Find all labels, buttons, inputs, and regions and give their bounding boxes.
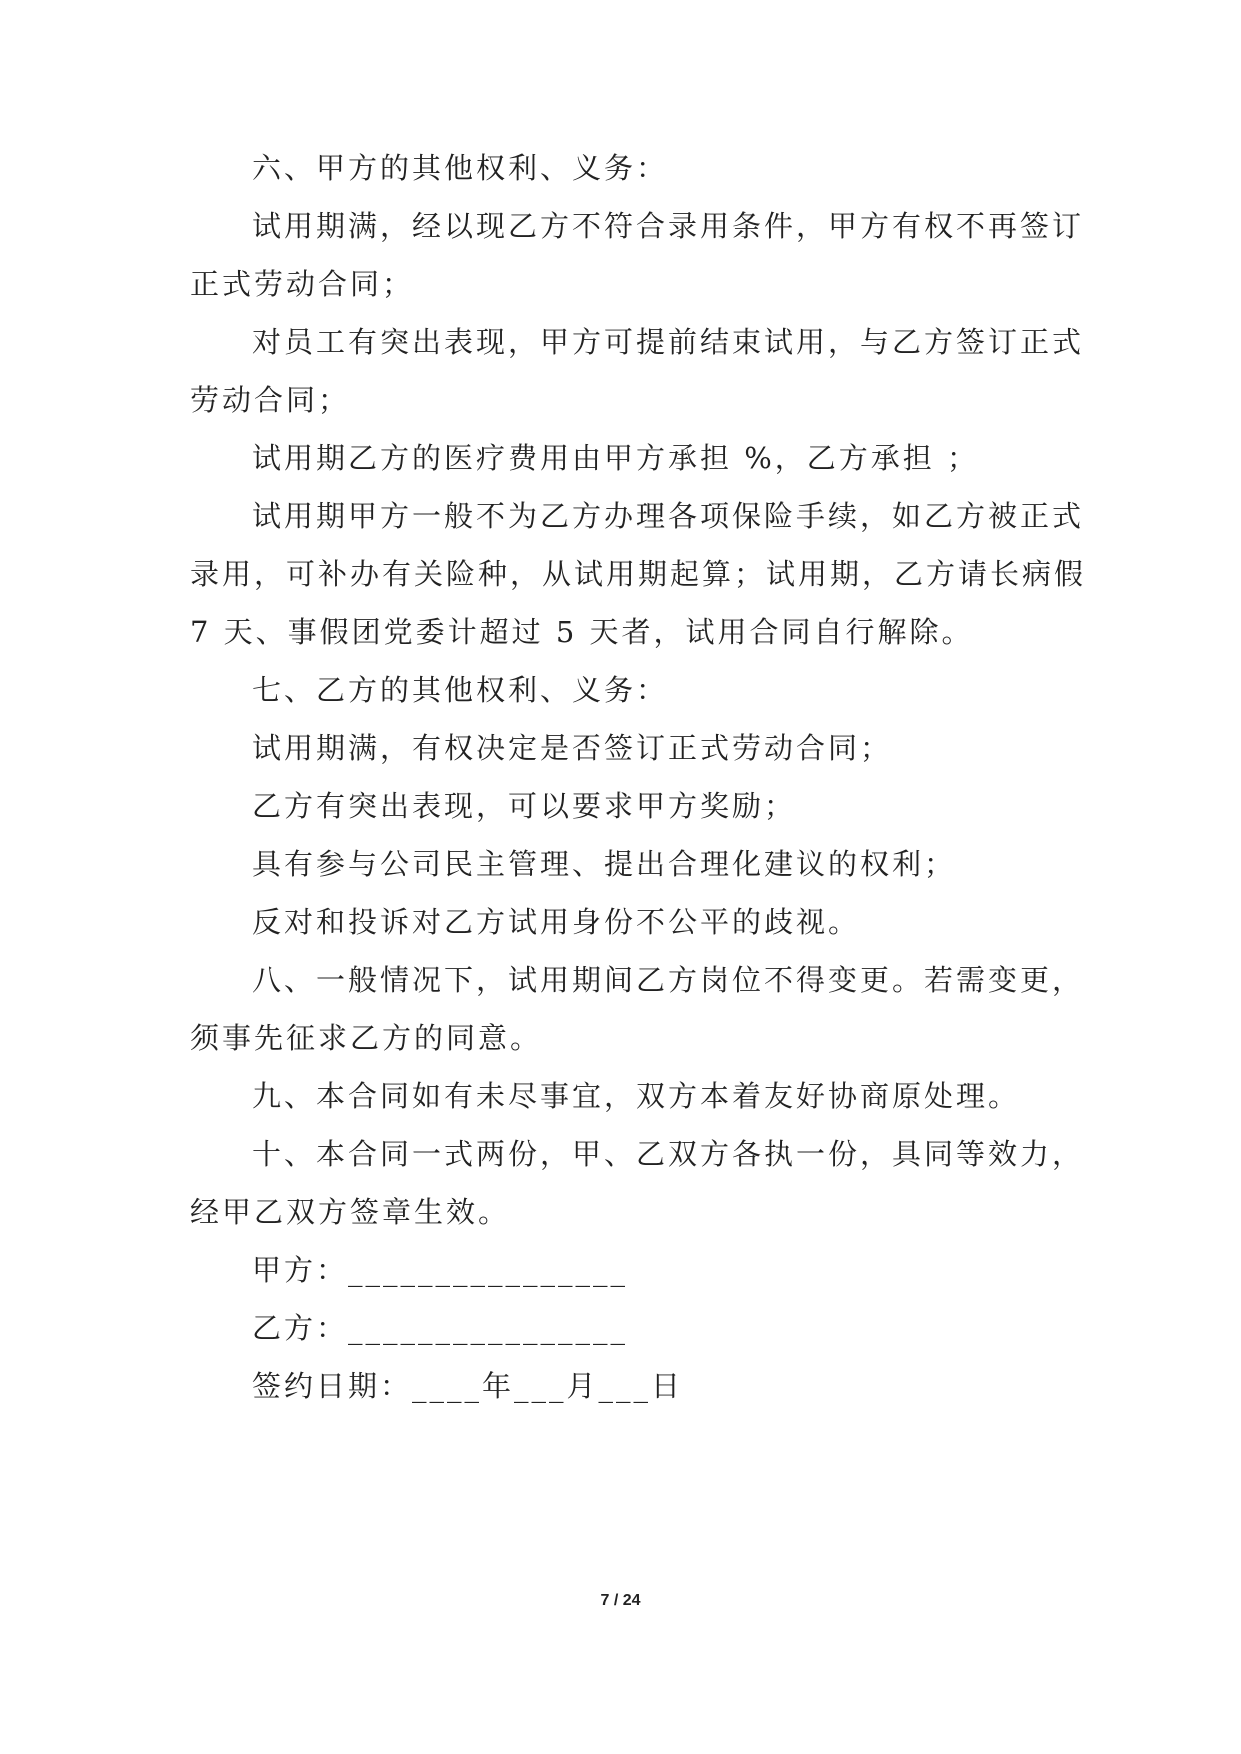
section-8-line: 八、一般情况下，试用期间乙方岗位不得变更。若需变更， [252, 963, 1085, 997]
paragraph-line: 经甲乙双方签章生效。 [190, 1195, 511, 1229]
paragraph-line: 试用期满，经以现乙方不符合录用条件，甲方有权不再签订 [252, 209, 1085, 243]
party-b-signature-line: 乙方：________________ [252, 1311, 629, 1345]
paragraph-line: 正式劳动合同； [190, 267, 415, 301]
page-number: 7 / 24 [600, 1592, 641, 1609]
party-a-signature-line: 甲方：________________ [252, 1253, 629, 1287]
paragraph-line: 试用期满，有权决定是否签订正式劳动合同； [252, 731, 893, 765]
paragraph-line: 试用期甲方一般不为乙方办理各项保险手续，如乙方被正式 [252, 499, 1085, 533]
paragraph-line: 反对和投诉对乙方试用身份不公平的歧视。 [252, 905, 861, 939]
paragraph-line: 乙方有突出表现，可以要求甲方奖励； [252, 789, 797, 823]
section-9-line: 九、本合同如有未尽事宜，双方本着友好协商原处理。 [252, 1079, 1021, 1113]
section-10-line: 十、本合同一式两份，甲、乙双方各执一份，具同等效力， [252, 1137, 1085, 1171]
section-7-heading: 七、乙方的其他权利、义务： [252, 673, 669, 707]
paragraph-line: 须事先征求乙方的同意。 [190, 1021, 543, 1055]
paragraph-line: 录用，可补办有关险种，从试用期起算；试用期，乙方请长病假 [190, 557, 1087, 591]
signing-date-line: 签约日期：____年___月___日 [252, 1369, 684, 1403]
paragraph-line: 劳动合同； [190, 383, 351, 417]
paragraph-line: 7 天、事假团党委计超过 5 天者，试用合同自行解除。 [190, 615, 974, 649]
paragraph-line: 对员工有突出表现，甲方可提前结束试用，与乙方签订正式 [252, 325, 1085, 359]
paragraph-line: 具有参与公司民主管理、提出合理化建议的权利； [252, 847, 957, 881]
paragraph-line: 试用期乙方的医疗费用由甲方承担 %，乙方承担 ； [252, 441, 979, 475]
section-6-heading: 六、甲方的其他权利、义务： [252, 151, 669, 185]
